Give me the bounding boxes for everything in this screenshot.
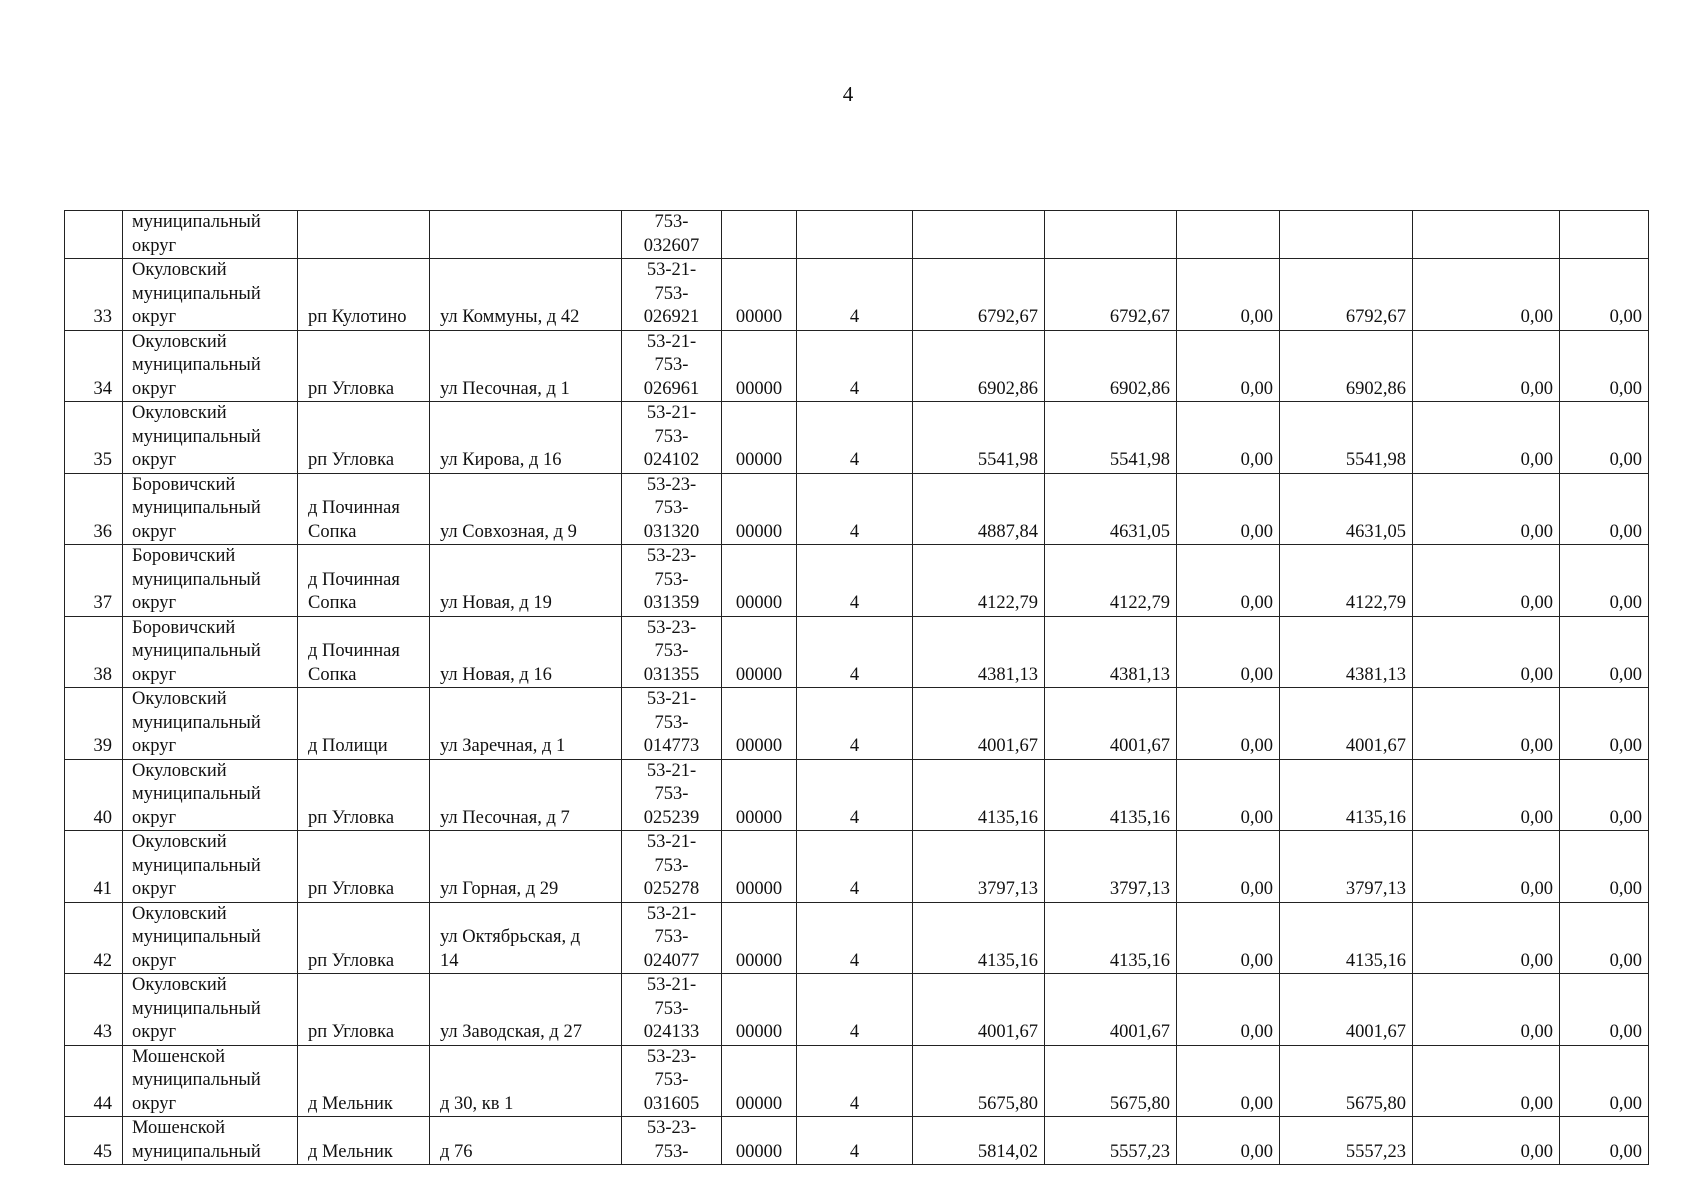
row-number-cell: 40 <box>65 759 123 831</box>
street-cell: ул Кирова, д 16 <box>430 402 622 474</box>
settlement-cell: рп Угловка <box>298 902 430 974</box>
settlement-cell: рп Кулотино <box>298 259 430 331</box>
amount-4-cell: 4135,16 <box>1280 759 1413 831</box>
amount-1-cell: 4122,79 <box>913 545 1045 617</box>
amount-5-cell: 0,00 <box>1413 902 1560 974</box>
cadastral-number-cell: 53-23- 753- <box>622 1117 722 1165</box>
settlement-cell: рп Угловка <box>298 974 430 1046</box>
amount-6-cell: 0,00 <box>1560 831 1649 903</box>
table-row <box>65 330 1649 402</box>
row-number-cell: 35 <box>65 402 123 474</box>
category-cell: 4 <box>797 545 913 617</box>
code-cell: 00000 <box>722 545 797 617</box>
category-cell: 4 <box>797 831 913 903</box>
table-row <box>65 211 1649 259</box>
amount-3-cell: 0,00 <box>1177 1117 1280 1165</box>
amount-5-cell: 0,00 <box>1413 688 1560 760</box>
category-cell: 4 <box>797 259 913 331</box>
cadastral-number-cell: 53-21- 753- 024077 <box>622 902 722 974</box>
district-cell: Окуловский муниципальный округ <box>123 902 298 974</box>
amount-4-cell: 4122,79 <box>1280 545 1413 617</box>
street-cell: ул Октябрьская, д 14 <box>430 902 622 974</box>
amount-4-cell: 5557,23 <box>1280 1117 1413 1165</box>
amount-4-cell: 4135,16 <box>1280 902 1413 974</box>
amount-1-cell: 4001,67 <box>913 974 1045 1046</box>
category-cell <box>797 211 913 259</box>
cadastral-number-cell: 53-21- 753- 026921 <box>622 259 722 331</box>
amount-4-cell: 5541,98 <box>1280 402 1413 474</box>
amount-1-cell: 5541,98 <box>913 402 1045 474</box>
amount-5-cell: 0,00 <box>1413 1045 1560 1117</box>
settlement-cell: рп Угловка <box>298 330 430 402</box>
amount-6-cell: 0,00 <box>1560 616 1649 688</box>
table-row <box>65 831 1649 903</box>
code-cell: 00000 <box>722 688 797 760</box>
amount-5-cell: 0,00 <box>1413 831 1560 903</box>
code-cell: 00000 <box>722 1117 797 1165</box>
category-cell: 4 <box>797 1117 913 1165</box>
table-row <box>65 402 1649 474</box>
row-number-cell: 38 <box>65 616 123 688</box>
amount-2-cell: 4135,16 <box>1045 902 1177 974</box>
code-cell: 00000 <box>722 259 797 331</box>
district-cell: Боровичский муниципальный округ <box>123 545 298 617</box>
code-cell: 00000 <box>722 330 797 402</box>
amount-2-cell: 5557,23 <box>1045 1117 1177 1165</box>
category-cell: 4 <box>797 402 913 474</box>
settlement-cell: д Починная Сопка <box>298 616 430 688</box>
settlement-cell: д Мельник <box>298 1117 430 1165</box>
street-cell: ул Горная, д 29 <box>430 831 622 903</box>
amount-6-cell: 0,00 <box>1560 473 1649 545</box>
amount-4-cell: 3797,13 <box>1280 831 1413 903</box>
amount-1-cell: 6792,67 <box>913 259 1045 331</box>
cadastral-number-cell: 53-21- 753- 014773 <box>622 688 722 760</box>
settlement-cell: д Мельник <box>298 1045 430 1117</box>
settlement-cell: рп Угловка <box>298 759 430 831</box>
amount-6-cell: 0,00 <box>1560 1117 1649 1165</box>
category-cell: 4 <box>797 616 913 688</box>
amount-5-cell: 0,00 <box>1413 330 1560 402</box>
cadastral-number-cell: 53-23- 753- 031605 <box>622 1045 722 1117</box>
row-number-cell: 36 <box>65 473 123 545</box>
street-cell: ул Новая, д 19 <box>430 545 622 617</box>
amount-1-cell <box>913 211 1045 259</box>
amount-5-cell: 0,00 <box>1413 1117 1560 1165</box>
code-cell: 00000 <box>722 902 797 974</box>
street-cell: ул Заводская, д 27 <box>430 974 622 1046</box>
amount-3-cell: 0,00 <box>1177 330 1280 402</box>
district-cell: Окуловский муниципальный округ <box>123 974 298 1046</box>
street-cell: ул Песочная, д 7 <box>430 759 622 831</box>
street-cell: ул Коммуны, д 42 <box>430 259 622 331</box>
page-number: 4 <box>842 82 854 106</box>
settlement-cell: д Починная Сопка <box>298 545 430 617</box>
amount-2-cell: 4001,67 <box>1045 974 1177 1046</box>
amount-4-cell: 6902,86 <box>1280 330 1413 402</box>
code-cell: 00000 <box>722 473 797 545</box>
amount-6-cell: 0,00 <box>1560 1045 1649 1117</box>
amount-6-cell: 0,00 <box>1560 402 1649 474</box>
street-cell: ул Заречная, д 1 <box>430 688 622 760</box>
category-cell: 4 <box>797 688 913 760</box>
amount-2-cell: 6902,86 <box>1045 330 1177 402</box>
code-cell: 00000 <box>722 759 797 831</box>
row-number-cell <box>65 211 123 259</box>
amount-1-cell: 6902,86 <box>913 330 1045 402</box>
amount-5-cell: 0,00 <box>1413 616 1560 688</box>
amount-3-cell: 0,00 <box>1177 616 1280 688</box>
row-number-cell: 43 <box>65 974 123 1046</box>
table-row <box>65 616 1649 688</box>
row-number-cell: 45 <box>65 1117 123 1165</box>
cadastral-number-cell: 53-23- 753- 031355 <box>622 616 722 688</box>
table-row <box>65 259 1649 331</box>
amount-5-cell: 0,00 <box>1413 473 1560 545</box>
category-cell: 4 <box>797 330 913 402</box>
district-cell: Мошенской муниципальный округ <box>123 1045 298 1117</box>
amount-3-cell: 0,00 <box>1177 831 1280 903</box>
cadastral-number-cell: 53-21- 753- 025278 <box>622 831 722 903</box>
district-cell: Окуловский муниципальный округ <box>123 330 298 402</box>
amount-1-cell: 4135,16 <box>913 759 1045 831</box>
category-cell: 4 <box>797 759 913 831</box>
amount-3-cell: 0,00 <box>1177 688 1280 760</box>
amount-6-cell: 0,00 <box>1560 688 1649 760</box>
cadastral-number-cell: 53-21- 753- 024102 <box>622 402 722 474</box>
code-cell: 00000 <box>722 616 797 688</box>
row-number-cell: 37 <box>65 545 123 617</box>
row-number-cell: 39 <box>65 688 123 760</box>
amount-4-cell: 6792,67 <box>1280 259 1413 331</box>
amount-3-cell: 0,00 <box>1177 402 1280 474</box>
district-cell: Окуловский муниципальный округ <box>123 259 298 331</box>
amount-2-cell: 5541,98 <box>1045 402 1177 474</box>
district-cell: Окуловский муниципальный округ <box>123 688 298 760</box>
table-row <box>65 759 1649 831</box>
category-cell: 4 <box>797 974 913 1046</box>
amount-2-cell: 4631,05 <box>1045 473 1177 545</box>
amount-5-cell: 0,00 <box>1413 545 1560 617</box>
amount-3-cell: 0,00 <box>1177 974 1280 1046</box>
row-number-cell: 41 <box>65 831 123 903</box>
code-cell: 00000 <box>722 831 797 903</box>
amount-3-cell: 0,00 <box>1177 473 1280 545</box>
district-cell: Боровичский муниципальный округ <box>123 616 298 688</box>
settlement-cell: д Починная Сопка <box>298 473 430 545</box>
cadastral-number-cell: 753- 032607 <box>622 211 722 259</box>
amount-2-cell: 4122,79 <box>1045 545 1177 617</box>
district-cell: Окуловский муниципальный округ <box>123 402 298 474</box>
table-row <box>65 1117 1649 1165</box>
street-cell: д 30, кв 1 <box>430 1045 622 1117</box>
street-cell <box>430 211 622 259</box>
amount-6-cell: 0,00 <box>1560 902 1649 974</box>
district-cell: Боровичский муниципальный округ <box>123 473 298 545</box>
code-cell: 00000 <box>722 402 797 474</box>
street-cell: ул Совхозная, д 9 <box>430 473 622 545</box>
settlement-cell: д Полищи <box>298 688 430 760</box>
amount-3-cell: 0,00 <box>1177 759 1280 831</box>
district-cell: Окуловский муниципальный округ <box>123 831 298 903</box>
amount-1-cell: 4001,67 <box>913 688 1045 760</box>
table-row <box>65 545 1649 617</box>
amount-4-cell: 4001,67 <box>1280 688 1413 760</box>
code-cell: 00000 <box>722 974 797 1046</box>
table-row <box>65 974 1649 1046</box>
street-cell: ул Песочная, д 1 <box>430 330 622 402</box>
amount-1-cell: 4381,13 <box>913 616 1045 688</box>
amount-5-cell: 0,00 <box>1413 259 1560 331</box>
amount-1-cell: 4135,16 <box>913 902 1045 974</box>
amount-1-cell: 3797,13 <box>913 831 1045 903</box>
table-row <box>65 902 1649 974</box>
amount-5-cell: 0,00 <box>1413 402 1560 474</box>
street-cell: ул Новая, д 16 <box>430 616 622 688</box>
table-row <box>65 473 1649 545</box>
amount-6-cell: 0,00 <box>1560 759 1649 831</box>
category-cell: 4 <box>797 1045 913 1117</box>
cadastral-number-cell: 53-21- 753- 026961 <box>622 330 722 402</box>
row-number-cell: 42 <box>65 902 123 974</box>
cadastral-number-cell: 53-23- 753- 031359 <box>622 545 722 617</box>
district-cell: Окуловский муниципальный округ <box>123 759 298 831</box>
category-cell: 4 <box>797 473 913 545</box>
category-cell: 4 <box>797 902 913 974</box>
amount-6-cell: 0,00 <box>1560 974 1649 1046</box>
amount-3-cell: 0,00 <box>1177 1045 1280 1117</box>
amount-2-cell <box>1045 211 1177 259</box>
amount-4-cell: 4631,05 <box>1280 473 1413 545</box>
amount-6-cell: 0,00 <box>1560 259 1649 331</box>
amount-3-cell: 0,00 <box>1177 259 1280 331</box>
cadastral-number-cell: 53-21- 753- 024133 <box>622 974 722 1046</box>
amount-5-cell: 0,00 <box>1413 974 1560 1046</box>
amount-6-cell <box>1560 211 1649 259</box>
settlement-cell: рп Угловка <box>298 831 430 903</box>
amount-3-cell: 0,00 <box>1177 545 1280 617</box>
table-body <box>65 211 1649 1165</box>
amount-6-cell: 0,00 <box>1560 545 1649 617</box>
table-row <box>65 688 1649 760</box>
amount-2-cell: 3797,13 <box>1045 831 1177 903</box>
amount-4-cell: 5675,80 <box>1280 1045 1413 1117</box>
amount-4-cell: 4381,13 <box>1280 616 1413 688</box>
code-cell <box>722 211 797 259</box>
amount-3-cell: 0,00 <box>1177 902 1280 974</box>
cadastral-number-cell: 53-21- 753- 025239 <box>622 759 722 831</box>
street-cell: д 76 <box>430 1117 622 1165</box>
amount-2-cell: 6792,67 <box>1045 259 1177 331</box>
amount-1-cell: 4887,84 <box>913 473 1045 545</box>
amount-2-cell: 4001,67 <box>1045 688 1177 760</box>
amount-3-cell <box>1177 211 1280 259</box>
amount-1-cell: 5814,02 <box>913 1117 1045 1165</box>
cadastral-number-cell: 53-23- 753- 031320 <box>622 473 722 545</box>
settlement-cell <box>298 211 430 259</box>
amount-4-cell: 4001,67 <box>1280 974 1413 1046</box>
row-number-cell: 34 <box>65 330 123 402</box>
table-row <box>65 1045 1649 1117</box>
code-cell: 00000 <box>722 1045 797 1117</box>
row-number-cell: 33 <box>65 259 123 331</box>
settlement-cell: рп Угловка <box>298 402 430 474</box>
amount-5-cell <box>1413 211 1560 259</box>
amount-1-cell: 5675,80 <box>913 1045 1045 1117</box>
amount-2-cell: 5675,80 <box>1045 1045 1177 1117</box>
amount-2-cell: 4381,13 <box>1045 616 1177 688</box>
data-table <box>64 210 1649 1165</box>
amount-2-cell: 4135,16 <box>1045 759 1177 831</box>
district-cell: муниципальный округ <box>123 211 298 259</box>
amount-6-cell: 0,00 <box>1560 330 1649 402</box>
amount-4-cell <box>1280 211 1413 259</box>
amount-5-cell: 0,00 <box>1413 759 1560 831</box>
district-cell: Мошенской муниципальный <box>123 1117 298 1165</box>
row-number-cell: 44 <box>65 1045 123 1117</box>
